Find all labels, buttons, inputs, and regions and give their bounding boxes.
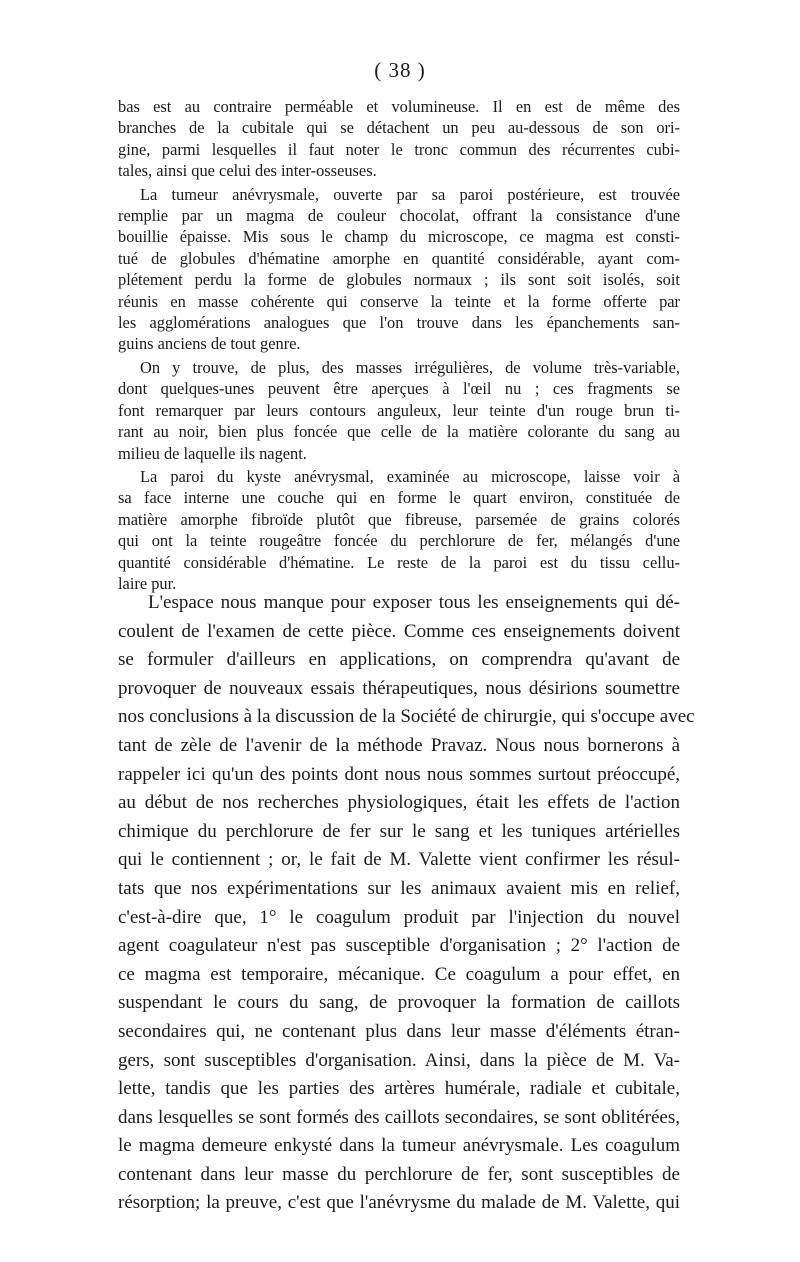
paragraph — [118, 96, 680, 182]
text-line: réunis en masse cohérente qui conserve la teinte et la forme offerte par — [118, 291, 680, 311]
text-line: contenant dans leur masse du perchlorure de fer, sont susceptibles de — [118, 1163, 680, 1185]
text-line: qui le contiennent ; or, le fait de M. Valette vient confirmer les résul- — [118, 849, 680, 871]
text-line: agent coagulateur n'est pas susceptible d'organisation ; 2° l'action de — [118, 935, 680, 957]
text-line: nos conclusions à la discussion de la Société de chirurgie, qui s'occupe avec — [118, 706, 695, 728]
paragraph — [118, 184, 680, 355]
text-line: quantité considérable d'hématine. Le reste de la paroi est du tissu cellu- — [118, 552, 680, 572]
text-line: La paroi du kyste anévrysmal, examinée au microscope, laisse voir à — [140, 466, 680, 486]
text-line: les agglomérations analogues que l'on trouve dans les épanchements san- — [118, 313, 680, 333]
text-line: gers, sont susceptibles d'organisation. Ainsi, dans la pièce de M. Va- — [118, 1049, 680, 1071]
text-line: laire pur. — [118, 573, 177, 593]
paragraph — [118, 466, 680, 594]
text-line: La tumeur anévrysmale, ouverte par sa paroi postérieure, est trouvée — [140, 184, 680, 204]
text-line: secondaires qui, ne contenant plus dans leur masse d'éléments étran- — [118, 1020, 680, 1042]
text-line: tant de zèle de l'avenir de la méthode Pravaz. Nous nous bornerons à — [118, 734, 680, 756]
text-line: L'espace nous manque pour exposer tous les enseignements qui dé- — [148, 592, 680, 613]
paragraph — [118, 357, 680, 464]
text-line: résorption; la preuve, c'est que l'anévrysme du malade de M. Valette, qui — [118, 1192, 680, 1214]
text-line: font remarquer par leurs contours anguleux, leur teinte d'un rouge brun ti- — [118, 400, 680, 420]
text-line: chimique du perchlorure de fer sur le sang et les tuniques artérielles — [118, 820, 680, 842]
text-line: qui ont la teinte rougeâtre foncée du perchlorure de fer, mélangés d'une — [118, 531, 680, 551]
text-line: bas est au contraire perméable et volumineuse. Il en est de même des — [118, 97, 680, 116]
text-line: remplie par un magma de couleur chocolat, offrant la consistance d'une — [118, 206, 680, 226]
text-line: au début de nos recherches physiologiques, était les effets de l'action — [118, 792, 680, 814]
text-line: On y trouve, de plus, des masses irrégulières, de volume très-variable, — [140, 357, 680, 377]
text-line: provoquer de nouveaux essais thérapeutiques, nous désirions soumettre — [118, 677, 680, 699]
text-line: rappeler ici qu'un des points dont nous nous sommes surtout préoccupé, — [118, 763, 680, 785]
small-print-section — [118, 96, 680, 594]
text-line: rant au noir, bien plus foncée que celle de la matière colorante du sang au — [118, 422, 680, 442]
text-line: dont quelques-unes peuvent être aperçues à l'œil nu ; ces fragments se — [118, 379, 680, 399]
text-line: ce magma est temporaire, mécanique. Ce coagulum a pour effet, en — [118, 963, 680, 985]
text-line: lette, tandis que les parties des artères humérale, radiale et cubitale, — [118, 1078, 680, 1100]
text-line: milieu de laquelle ils nagent. — [118, 443, 307, 463]
text-line: tué de globules d'hématine amorphe en quantité considérable, ayant com- — [118, 248, 680, 268]
page-number: ( 38 ) — [374, 58, 426, 82]
paragraph — [118, 589, 695, 1218]
text-line: tats que nos expérimentations sur les animaux avaient mis en relief, — [118, 877, 680, 899]
text-line: matière amorphe fibroïde plutôt que fibreuse, parsemée de grains colorés — [118, 509, 680, 529]
text-line: plétement perdu la forme de globules normaux ; ils sont soit isolés, soit — [118, 270, 680, 290]
text-line: gine, parmi lesquelles il faut noter le tronc commun des récurrentes cubi- — [118, 139, 680, 159]
text-line: suspendant le cours du sang, de provoquer la formation de caillots — [118, 992, 680, 1014]
text-line: sa face interne une couche qui en forme le quart environ, constituée de — [118, 488, 680, 508]
text-line: se formuler d'ailleurs en applications, on comprendra qu'avant de — [118, 649, 680, 671]
main-text-section — [118, 589, 695, 1218]
text-line: bouillie épaisse. Mis sous le champ du microscope, ce magma est consti- — [118, 227, 680, 247]
text-line: coulent de l'examen de cette pièce. Comme ces enseignements doivent — [118, 620, 680, 642]
text-line: branches de la cubitale qui se détachent un peu au-dessous de son ori- — [118, 118, 680, 138]
text-line: c'est-à-dire que, 1° le coagulum produit par l'injection du nouvel — [118, 906, 680, 928]
text-line: guins anciens de tout genre. — [118, 334, 301, 354]
text-line: tales, ainsi que celui des inter-osseuses. — [118, 161, 377, 181]
text-line: dans lesquelles se sont formés des caillots secondaires, se sont oblitérées, — [118, 1106, 680, 1128]
text-line: le magma demeure enkysté dans la tumeur anévrysmale. Les coagulum — [118, 1135, 680, 1157]
